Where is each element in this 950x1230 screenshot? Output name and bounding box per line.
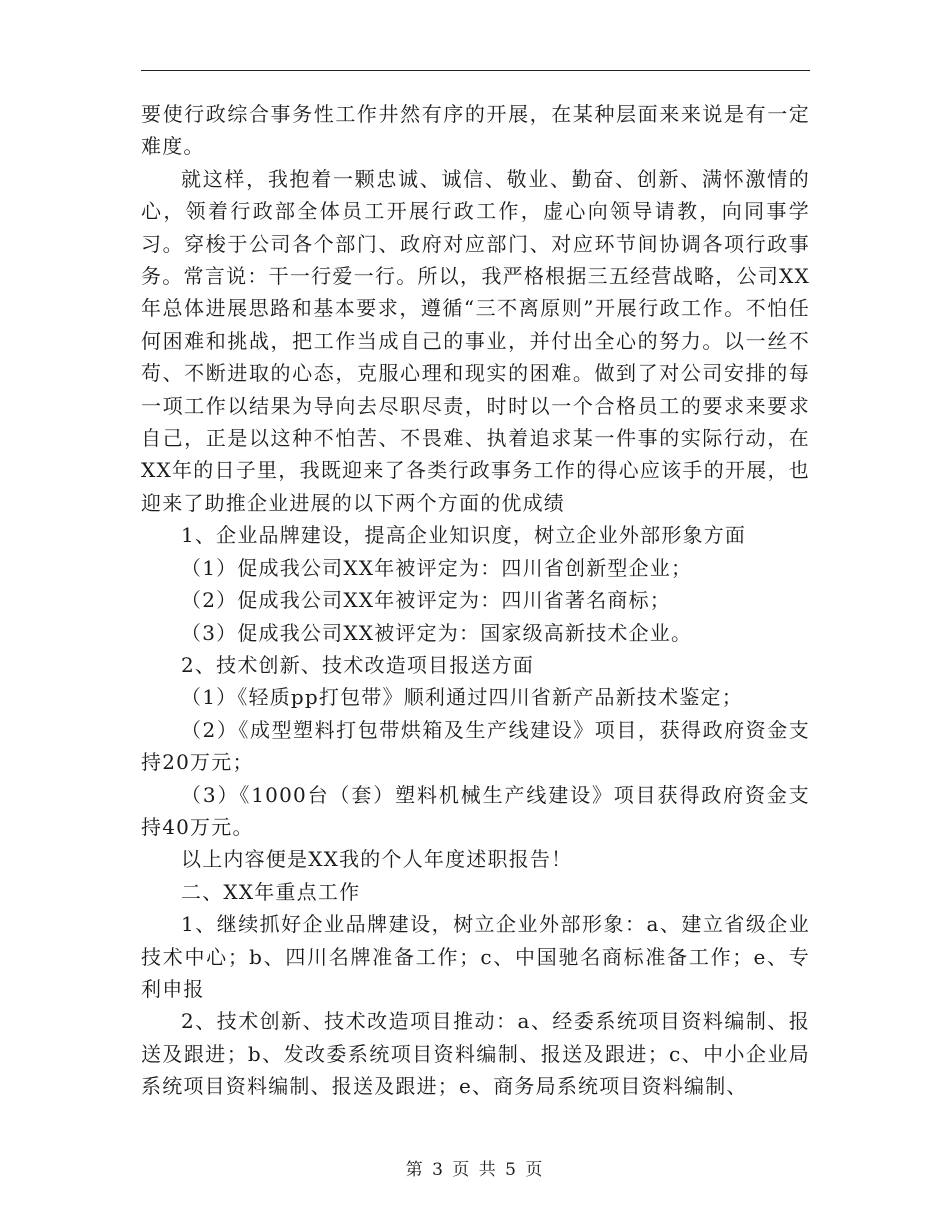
paragraph: 就这样，我抱着一颗忠诚、诚信、敬业、勤奋、创新、满怀激情的心，领着行政部全体员工开展行政工作，虚心向领导请教，向同事学习。穿梭于公司各个部门、政府对应部门、对应环节间协调各项行政事务。常言说：干一行爱一行。所以，我严格根据三五经营战略，公司XX年总体进展思路和基本要求，遵循“三不离原则”开展行政工作。不怕任何困难和挑战，把工作当成自己的事业，并付出全心的努力。以一丝不苟、不断进取的心态，克服心理和现实的困难。做到了对公司安排的每一项工作以结果为导向去尽职尽责，时时以一个合格员工的要求来要求自己，正是以这种不怕苦、不畏难、执着追求某一件事的实际行动，在XX年的日子里，我既迎来了各类行政事务工作的得心应该手的开展，也迎来了助推企业进展的以下两个方面的优成绩 <box>141 166 810 515</box>
section-heading: 二、XX年重点工作 <box>181 879 361 904</box>
list-item: （3）《1000台（套）塑料机械生产线建设》项目获得政府资金支持40万元。 <box>141 782 810 839</box>
list-item: （1）促成我公司XX年被评定为：四川省创新型企业； <box>181 555 693 580</box>
list-item: 1、继续抓好企业品牌建设，树立企业外部形象：a、建立省级企业技术中心；b、四川名牌准备工作；c、中国驰名商标准备工作；e、专利申报 <box>141 912 810 1001</box>
list-item: （2）促成我公司XX年被评定为：四川省著名商标； <box>181 588 672 613</box>
section-heading: 1、企业品牌建设，提高企业知识度，树立企业外部形象方面 <box>181 523 747 548</box>
document-body <box>141 98 810 1103</box>
page-footer: 第 3 页 共 5 页 <box>405 1160 545 1180</box>
list-item: （2）《成型塑料打包带烘箱及生产线建设》项目，获得政府资金支持20万元； <box>141 717 810 775</box>
list-item: （1）《轻质pp打包带》顺利通过四川省新产品新技术鉴定； <box>181 685 743 710</box>
list-item: （3）促成我公司XX被评定为：国家级高新技术企业。 <box>181 620 693 645</box>
section-heading: 2、技术创新、技术改造项目报送方面 <box>181 652 535 677</box>
header-rule <box>141 70 810 71</box>
list-item: 2、技术创新、技术改造项目推动：a、经委系统项目资料编制、报送及跟进；b、发改委系统项目资料编制、报送及跟进；c、中小企业局系统项目资料编制、报送及跟进；e、商务局系统项目资料编制、 <box>141 1009 810 1099</box>
paragraph: 以上内容便是XX我的个人年度述职报告！ <box>181 847 573 872</box>
paragraph: 要使行政综合事务性工作井然有序的开展，在某种层面来来说是有一定难度。 <box>141 102 810 159</box>
